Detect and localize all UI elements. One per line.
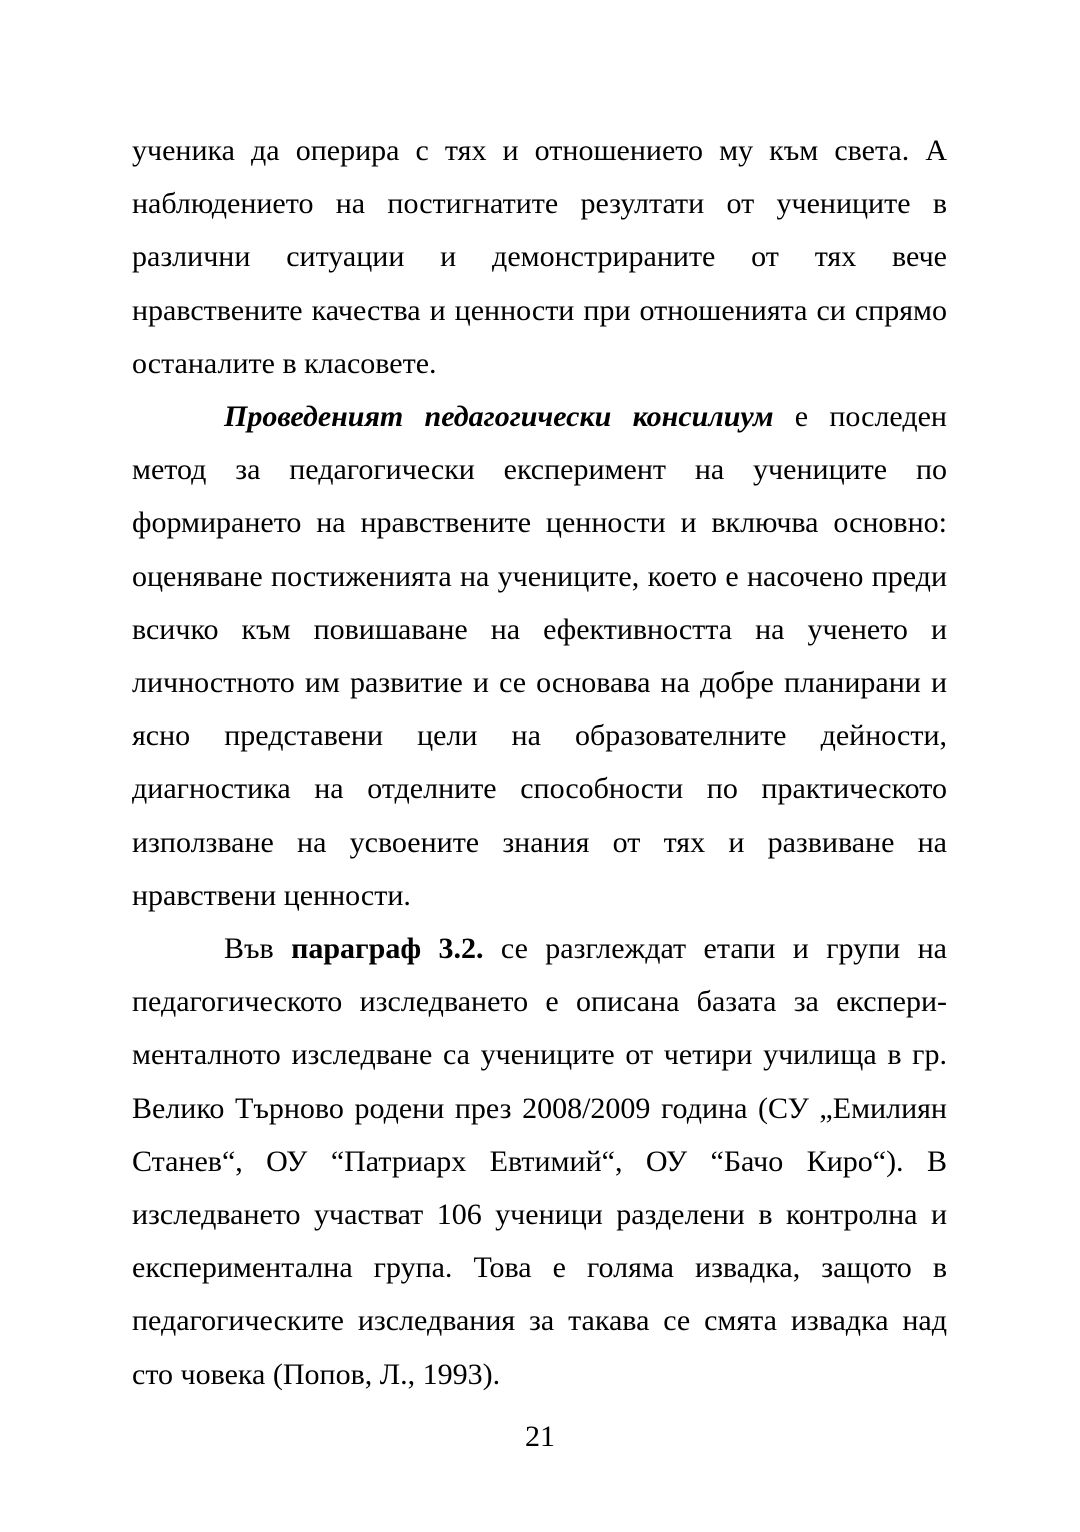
paragraph-2	[132, 390, 947, 922]
paragraph-1	[132, 124, 947, 390]
page-number: 21	[525, 1420, 555, 1453]
paragraph-3-lead: Във	[224, 932, 292, 966]
paragraph-1-text: ученика да оперира с тях и отношението му към света. А наблюдението на постигнатите резултати от учениците в различни ситуации и демонстрираните от тях вече нравствените качества и ценности при отношенията си спрямо останалите в класовете.	[132, 134, 947, 380]
paragraph-3-bold-ref: параграф 3.2.	[291, 932, 484, 966]
paragraph-3-text: се разглеждат етапи и групи на педагогическото изследването е описана базата за експери-менталното изследване са учениците от четири училища в гр. Велико Търново родени през 2008/2009 година (СУ „Емилиян Станев“, ОУ “Патриарх Евтимий“, ОУ “Бачо Киро“). В изследването участват 106 ученици разделени в контролна и експериментална група. Това е голяма извадка, защото в педагогическите изследвания за такава се смята извадка над сто човека (Попов, Л., 1993).	[132, 932, 947, 1391]
paragraph-2-bold-italic-lead: Проведеният педагогически консилиум	[224, 400, 774, 434]
body-text	[132, 124, 947, 1401]
paragraph-3	[132, 922, 947, 1401]
paragraph-2-text: е последен метод за педагогически експеримент на учениците по формирането на нравствените ценности и включва основно: оценяване постиженията на учениците, което е насочено преди всичко към повишаване на ефективността на ученето и личностното им развитие и се основава на добре планирани и ясно представени цели на образователните дейности, диагностика на отделните способности по практическото използване на усвоените знания от тях и развиване на нравствени ценности.	[132, 400, 947, 912]
